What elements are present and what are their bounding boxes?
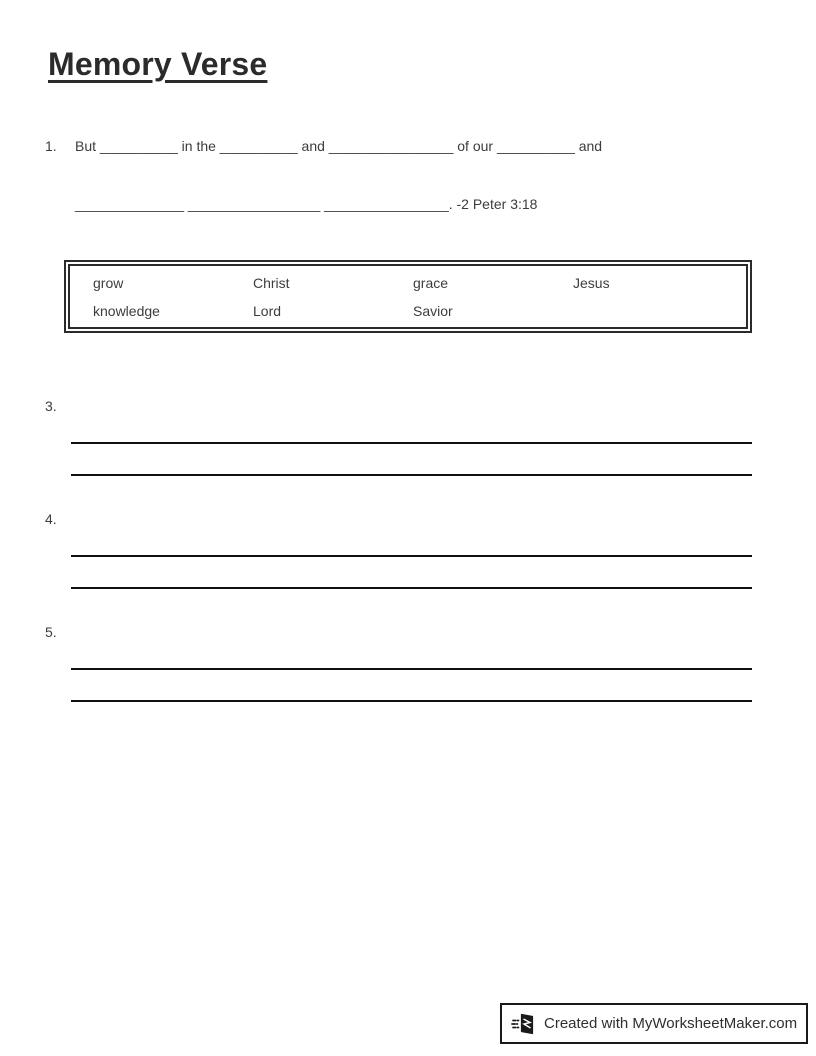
answer-line [71, 700, 752, 702]
question-4-number: 4. [45, 511, 57, 527]
question-5 [45, 622, 755, 704]
word-bank-box [64, 260, 752, 333]
word-bank-word: Savior [413, 303, 453, 319]
question-1-text-line-2: ______________ _________________ ________________. -2 Peter 3:18 [75, 196, 538, 212]
answer-line [71, 668, 752, 670]
word-bank-word: Christ [253, 275, 290, 291]
question-1-number: 1. [45, 138, 57, 154]
question-3-number: 3. [45, 398, 57, 414]
question-1 [45, 136, 602, 156]
word-bank-word: Jesus [573, 275, 610, 291]
page-title: Memory Verse [48, 46, 268, 82]
word-bank-word: knowledge [93, 303, 160, 319]
answer-line [71, 587, 752, 589]
question-3 [45, 396, 755, 478]
answer-line [71, 474, 752, 476]
question-1-text-line-1: But __________ in the __________ and ________________ of our __________ and [75, 138, 603, 154]
word-bank-word: Lord [253, 303, 282, 319]
word-bank-grid [70, 266, 746, 322]
word-bank-word: grow [93, 275, 124, 291]
footer-credit-text: Created with MyWorksheetMaker.com [544, 1015, 798, 1032]
worksheet-maker-logo-icon [511, 1011, 537, 1037]
answer-line [71, 442, 752, 444]
question-4 [45, 509, 755, 591]
footer-credit-box [500, 1003, 808, 1044]
question-5-number: 5. [45, 624, 57, 640]
answer-line [71, 555, 752, 557]
word-bank-word: grace [413, 275, 449, 291]
